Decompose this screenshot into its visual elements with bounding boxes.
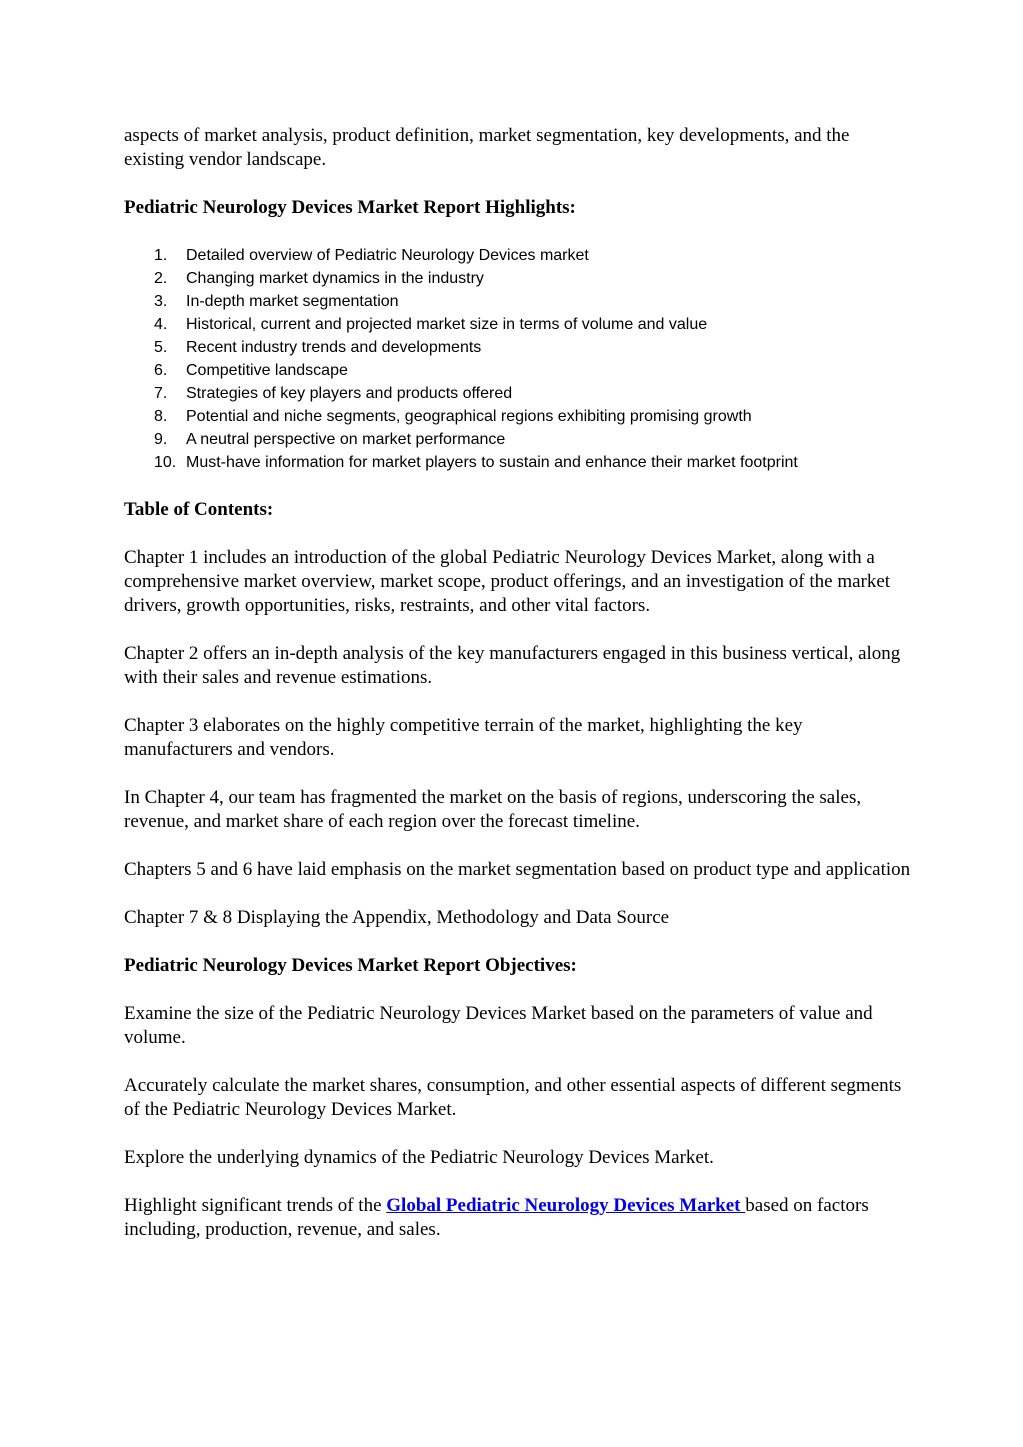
list-item-number: 3. — [154, 293, 168, 310]
list-item-text: Historical, current and projected market size in terms of volume and value — [186, 316, 708, 333]
toc-chapters-7-8: Chapter 7 & 8 Displaying the Appendix, Methodology and Data Source — [124, 907, 670, 928]
list-item-number: 1. — [154, 247, 168, 264]
list-item-text: Competitive landscape — [186, 362, 348, 379]
objective-paragraph-with-link — [124, 1194, 914, 1242]
highlights-list — [124, 244, 914, 474]
list-item-text: Strategies of key players and products offered — [186, 385, 513, 402]
list-item — [124, 359, 914, 382]
list-item-number: 4. — [154, 316, 168, 333]
list-item-text: A neutral perspective on market performance — [186, 431, 506, 448]
highlights-heading: Pediatric Neurology Devices Market Report Highlights: — [124, 197, 576, 218]
list-item-number: 7. — [154, 385, 168, 402]
list-item — [124, 313, 914, 336]
list-item — [124, 336, 914, 359]
global-market-link[interactable]: Global Pediatric Neurology Devices Market — [386, 1195, 746, 1216]
list-item — [124, 382, 914, 405]
objectives-heading: Pediatric Neurology Devices Market Report Objectives: — [124, 955, 577, 976]
toc-chapter-4: In Chapter 4, our team has fragmented the market on the basis of regions, underscoring the sales, revenue, and market share of each region over the forecast timeline. — [124, 787, 862, 832]
intro-continuation: aspects of market analysis, product definition, market segmentation, key developments, and the existing vendor landscape. — [124, 125, 850, 170]
objective-text-after-link: based on factors including, production, revenue, and sales. — [124, 1195, 869, 1240]
toc-chapter-2: Chapter 2 offers an in-depth analysis of the key manufacturers engaged in this business vertical, along with their sales and revenue estimations. — [124, 643, 901, 688]
objective-paragraph: Accurately calculate the market shares, consumption, and other essential aspects of different segments of the Pediatric Neurology Devices Market. — [124, 1075, 902, 1120]
list-item-text: Recent industry trends and developments — [186, 339, 482, 356]
toc-chapter-1: Chapter 1 includes an introduction of the global Pediatric Neurology Devices Market, along with a comprehensive market overview, market scope, product offerings, and an investigation of the market drivers, growth opportunities, risks, restraints, and other vital factors. — [124, 547, 891, 616]
objective-paragraph: Examine the size of the Pediatric Neurology Devices Market based on the parameters of value and volume. — [124, 1003, 873, 1048]
list-item-number: 5. — [154, 339, 168, 356]
list-item-number: 6. — [154, 362, 168, 379]
list-item — [124, 290, 914, 313]
list-item-number: 8. — [154, 408, 168, 425]
objective-paragraph: Explore the underlying dynamics of the Pediatric Neurology Devices Market. — [124, 1147, 714, 1168]
list-item-number: 10. — [154, 454, 177, 471]
list-item-text: Potential and niche segments, geographical regions exhibiting promising growth — [186, 408, 752, 425]
objective-text-before-link: Highlight significant trends of the — [124, 1195, 387, 1216]
list-item-text: In-depth market segmentation — [186, 293, 399, 310]
toc-chapter-3: Chapter 3 elaborates on the highly competitive terrain of the market, highlighting the key manufacturers and vendors. — [124, 715, 803, 760]
list-item — [124, 267, 914, 290]
document-page — [124, 124, 914, 1266]
list-item — [124, 405, 914, 428]
list-item — [124, 451, 914, 474]
list-item-number: 9. — [154, 431, 168, 448]
toc-chapters-5-6: Chapters 5 and 6 have laid emphasis on the market segmentation based on product type and application — [124, 859, 911, 880]
list-item-number: 2. — [154, 270, 168, 287]
list-item-text: Detailed overview of Pediatric Neurology Devices market — [186, 247, 589, 264]
toc-heading: Table of Contents: — [124, 499, 274, 520]
list-item-text: Must-have information for market players to sustain and enhance their market footprint — [186, 454, 798, 471]
list-item — [124, 428, 914, 451]
list-item-text: Changing market dynamics in the industry — [186, 270, 484, 287]
list-item — [124, 244, 914, 267]
